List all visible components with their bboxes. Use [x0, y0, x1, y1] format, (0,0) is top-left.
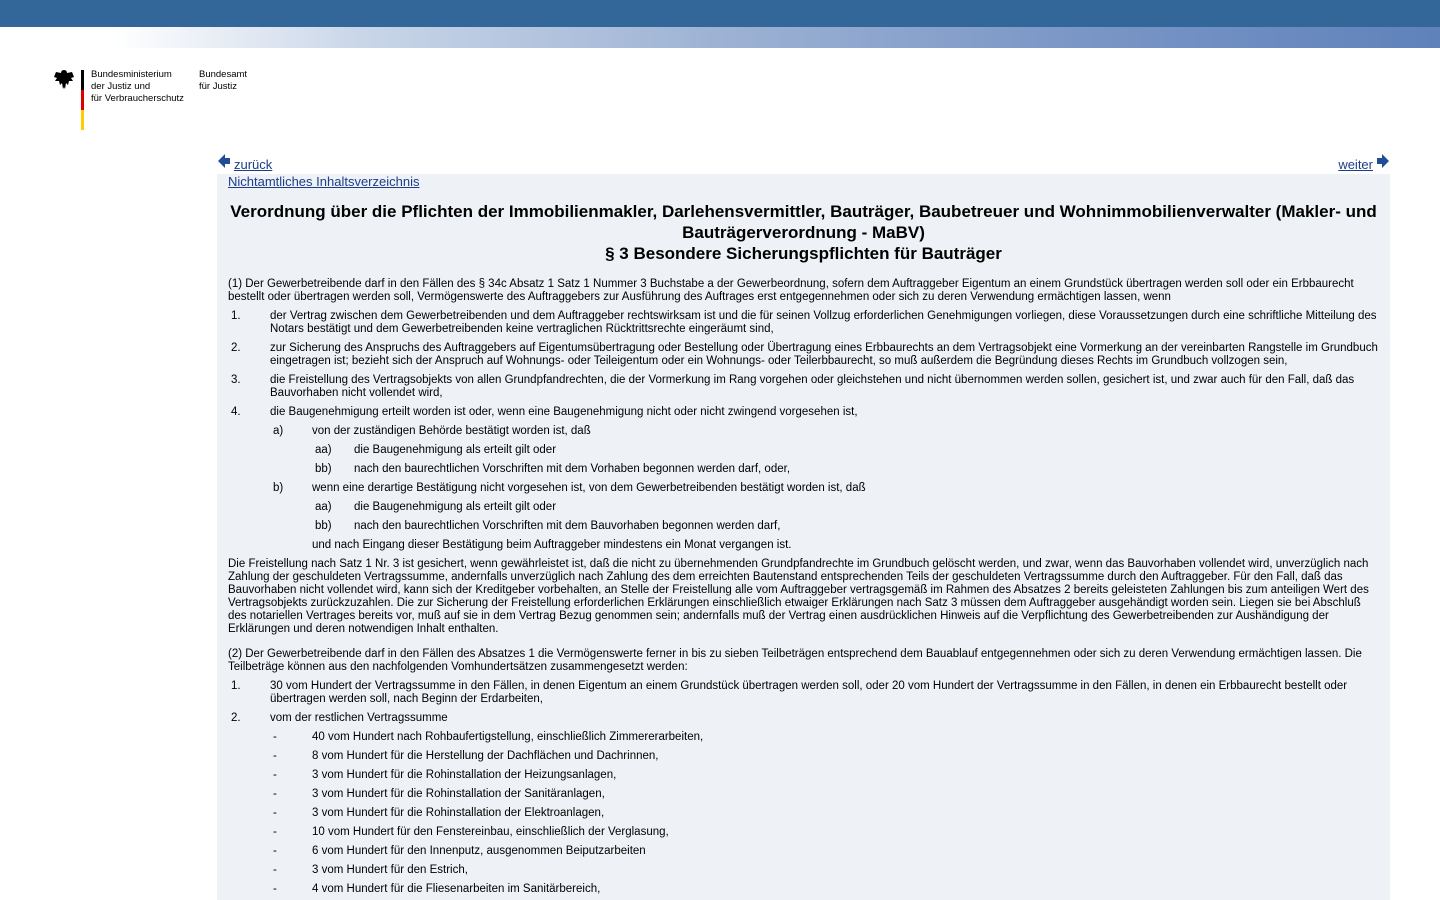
list-item: - 6 vom Hundert für den Innenputz, ausgenommen Beiputzarbeiten — [273, 845, 646, 857]
list-item: 4. die Baugenehmigung erteilt worden ist oder, wenn eine Baugenehmigung nicht oder nicht zwingend vorgesehen ist, — [231, 406, 858, 418]
arrow-right-icon[interactable] — [1377, 154, 1389, 168]
list-item: - 4 vom Hundert für die Fliesenarbeiten im Sanitärbereich, — [273, 883, 601, 895]
list-item: - 8 vom Hundert für die Herstellung der Dachflächen und Dachrinnen, — [273, 750, 659, 762]
list-item: a) von der zuständigen Behörde bestätigt worden ist, daß — [273, 425, 591, 437]
toc-link[interactable]: Nichtamtliches Inhaltsverzeichnis — [228, 174, 420, 189]
arrow-left-icon[interactable] — [218, 154, 230, 168]
back-link[interactable]: zurück — [234, 157, 273, 172]
ministry-name: Bundesministerium der Justiz und für Verbraucherschutz — [91, 69, 184, 104]
paragraph-2: (2) Der Gewerbetreibende darf in den Fällen des Absatzes 1 die Vermögenswerte ferner in bis zu sieben Teilbeträgen entsprechend dem Bauablauf entgegennehmen oder sich zu deren Verwendung ermächtigen lassen. Die Teilbeträge können aus den nachfolgenden Vomhundertsätzen zusammengesetzt werden: — [228, 648, 1362, 673]
list-item-tail: und nach Eingang dieser Bestätigung beim Auftraggeber mindestens ein Monat vergangen ist. — [312, 539, 792, 551]
federal-eagle-icon — [52, 68, 76, 92]
list-item: - 3 vom Hundert für die Rohinstallation der Elektroanlagen, — [273, 807, 605, 819]
paragraph-freistellung: Die Freistellung nach Satz 1 Nr. 3 ist gesichert, wenn gewährleistet ist, daß die nicht zu übernehmenden Grundpfandrechte im Grundbuch gelöscht werden, und zwar, wenn das Bauvorhaben vollendet wird, unverzüglich nach Zahlung der geschuldeten Vertragssumme, andernfalls unverzüglich nach Zahlung des dem erreichten Bautenstand entsprechenden Teils der geschuldeten Vertragssumme durch den Auftraggeber. Für den Fall, daß das Bauvorhaben nicht vollendet wird, kann sich der Kreditgeber vorbehalten, an Stelle der Freistellung alle vom Auftraggeber vertragsgemäß im Rahmen des Absatzes 2 bereits geleisteten Zahlungen bis zum anteiligen Wert des Vertragsobjekts zurückzuzahlen. Die zur Sicherung der Freistellung erforderlichen Erklärungen einschließlich etwaiger Erklärungen nach Satz 3 müssen dem Auftraggeber ausgehändigt worden sein. Liegen sie bei Abschluß des notariellen Vertrages bereits vor, muß auf sie in dem Vertrag Bezug genommen sein; andernfalls muß der Vertrag einen ausdrücklichen Hinweis auf die Verpflichtung des Gewerbetreibenden zur Aushändigung der Erklärungen und deren notwendigen Inhalt enthalten. — [228, 558, 1369, 635]
list-item: 1. 30 vom Hundert der Vertragssumme in den Fällen, in denen Eigentum an einem Grundstück übertragen werden soll, oder 20 vom Hundert der Vertragssumme in den Fällen, in denen ein Erbbaurecht bestellt oder übertragen werden soll, nach Beginn der Erdarbeiten, — [231, 680, 1348, 705]
document-content — [217, 174, 1390, 900]
list-item: b) wenn eine derartige Bestätigung nicht vorgesehen ist, von dem Gewerbetreibenden bestätigt worden ist, daß — [273, 482, 866, 494]
list-item: - 40 vom Hundert nach Rohbaufertigstellung, einschließlich Zimmererarbeiten, — [273, 731, 704, 743]
list-item: 2. zur Sicherung des Anspruchs des Auftraggebers auf Eigentumsübertragung oder Bestellung oder Übertragung eines Erbbaurechts an dem Vertragsobjekt eine Vormerkung an der vereinbarten Rangstelle im Grundbuch eingetragen ist; bezieht sich der Anspruch auf Wohnungs- oder Teileigentum oder ein Wohnungs- oder Teilerbbaurecht, so muß außerdem die Begründung dieses Rechts im Grundbuch vollzogen sein, — [231, 342, 1378, 367]
list-item: bb) nach den baurechtlichen Vorschriften mit dem Bauvorhaben begonnen werden darf, — [315, 520, 781, 532]
list-item: 2. vom der restlichen Vertragssumme — [231, 712, 448, 724]
list-item: - 3 vom Hundert für die Rohinstallation der Heizungsanlagen, — [273, 769, 617, 781]
office-name: Bundesamt für Justiz — [199, 69, 248, 92]
top-bar — [0, 0, 1440, 27]
next-nav[interactable] — [1338, 154, 1389, 172]
list-item: aa) die Baugenehmigung als erteilt gilt oder — [315, 501, 557, 513]
list-item: 1. der Vertrag zwischen dem Gewerbetreibenden und dem Auftraggeber rechtswirksam ist und die für seinen Vollzug erforderlichen Genehmigungen vorliegen, diese Voraussetzungen durch eine schriftliche Mitteilung des Notars bestätigt und dem Gewerbetreibenden keine vertraglichen Rücktrittsrechte eingeräumt sind, — [231, 310, 1377, 335]
section-title: § 3 Besondere Sicherungspflichten für Bauträger — [605, 244, 1002, 263]
list-item: - 3 vom Hundert für die Rohinstallation der Sanitäranlagen, — [273, 788, 605, 800]
list-item: 3. die Freistellung des Vertragsobjekts von allen Grundpfandrechten, die der Vormerkung im Rang vorgehen oder gleichstehen und nicht übernommen werden sollen, gesichert ist, und zwar auch für den Fall, daß das Bauvorhaben nicht vollendet wird, — [231, 374, 1355, 399]
list-item: - 10 vom Hundert für den Fenstereinbau, einschließlich der Verglasung, — [273, 826, 669, 838]
page-title — [228, 201, 1379, 264]
law-title: Verordnung über die Pflichten der Immobilienmakler, Darlehensvermittler, Bauträger, Baubetreuer und Wohnimmobilienverwalter (Makler- und Bauträgerverordnung - MaBV) — [230, 202, 1377, 242]
ministry-logo[interactable] — [52, 68, 252, 132]
back-nav[interactable] — [218, 154, 272, 172]
list-item: - 3 vom Hundert für den Estrich, — [273, 864, 468, 876]
paragraph-1: (1) Der Gewerbetreibende darf in den Fällen des § 34c Absatz 1 Satz 1 Nummer 3 Buchstabe a der Gewerbeordnung, sofern dem Auftraggeber Eigentum an einem Grundstück übertragen werden soll oder ein Erbbaurecht bestellt oder übertragen werden soll, Vermögenswerte des Auftraggebers zur Ausführung des Auftrages erst entgegennehmen oder sich zu deren Verwendung ermächtigen lassen, wenn — [228, 278, 1354, 303]
next-link[interactable]: weiter — [1338, 157, 1373, 172]
gradient-bar — [0, 27, 1440, 48]
german-flag-stripe — [81, 70, 84, 130]
list-item: aa) die Baugenehmigung als erteilt gilt oder — [315, 444, 557, 456]
list-item: bb) nach den baurechtlichen Vorschriften mit dem Vorhaben begonnen werden darf, oder, — [315, 463, 791, 475]
